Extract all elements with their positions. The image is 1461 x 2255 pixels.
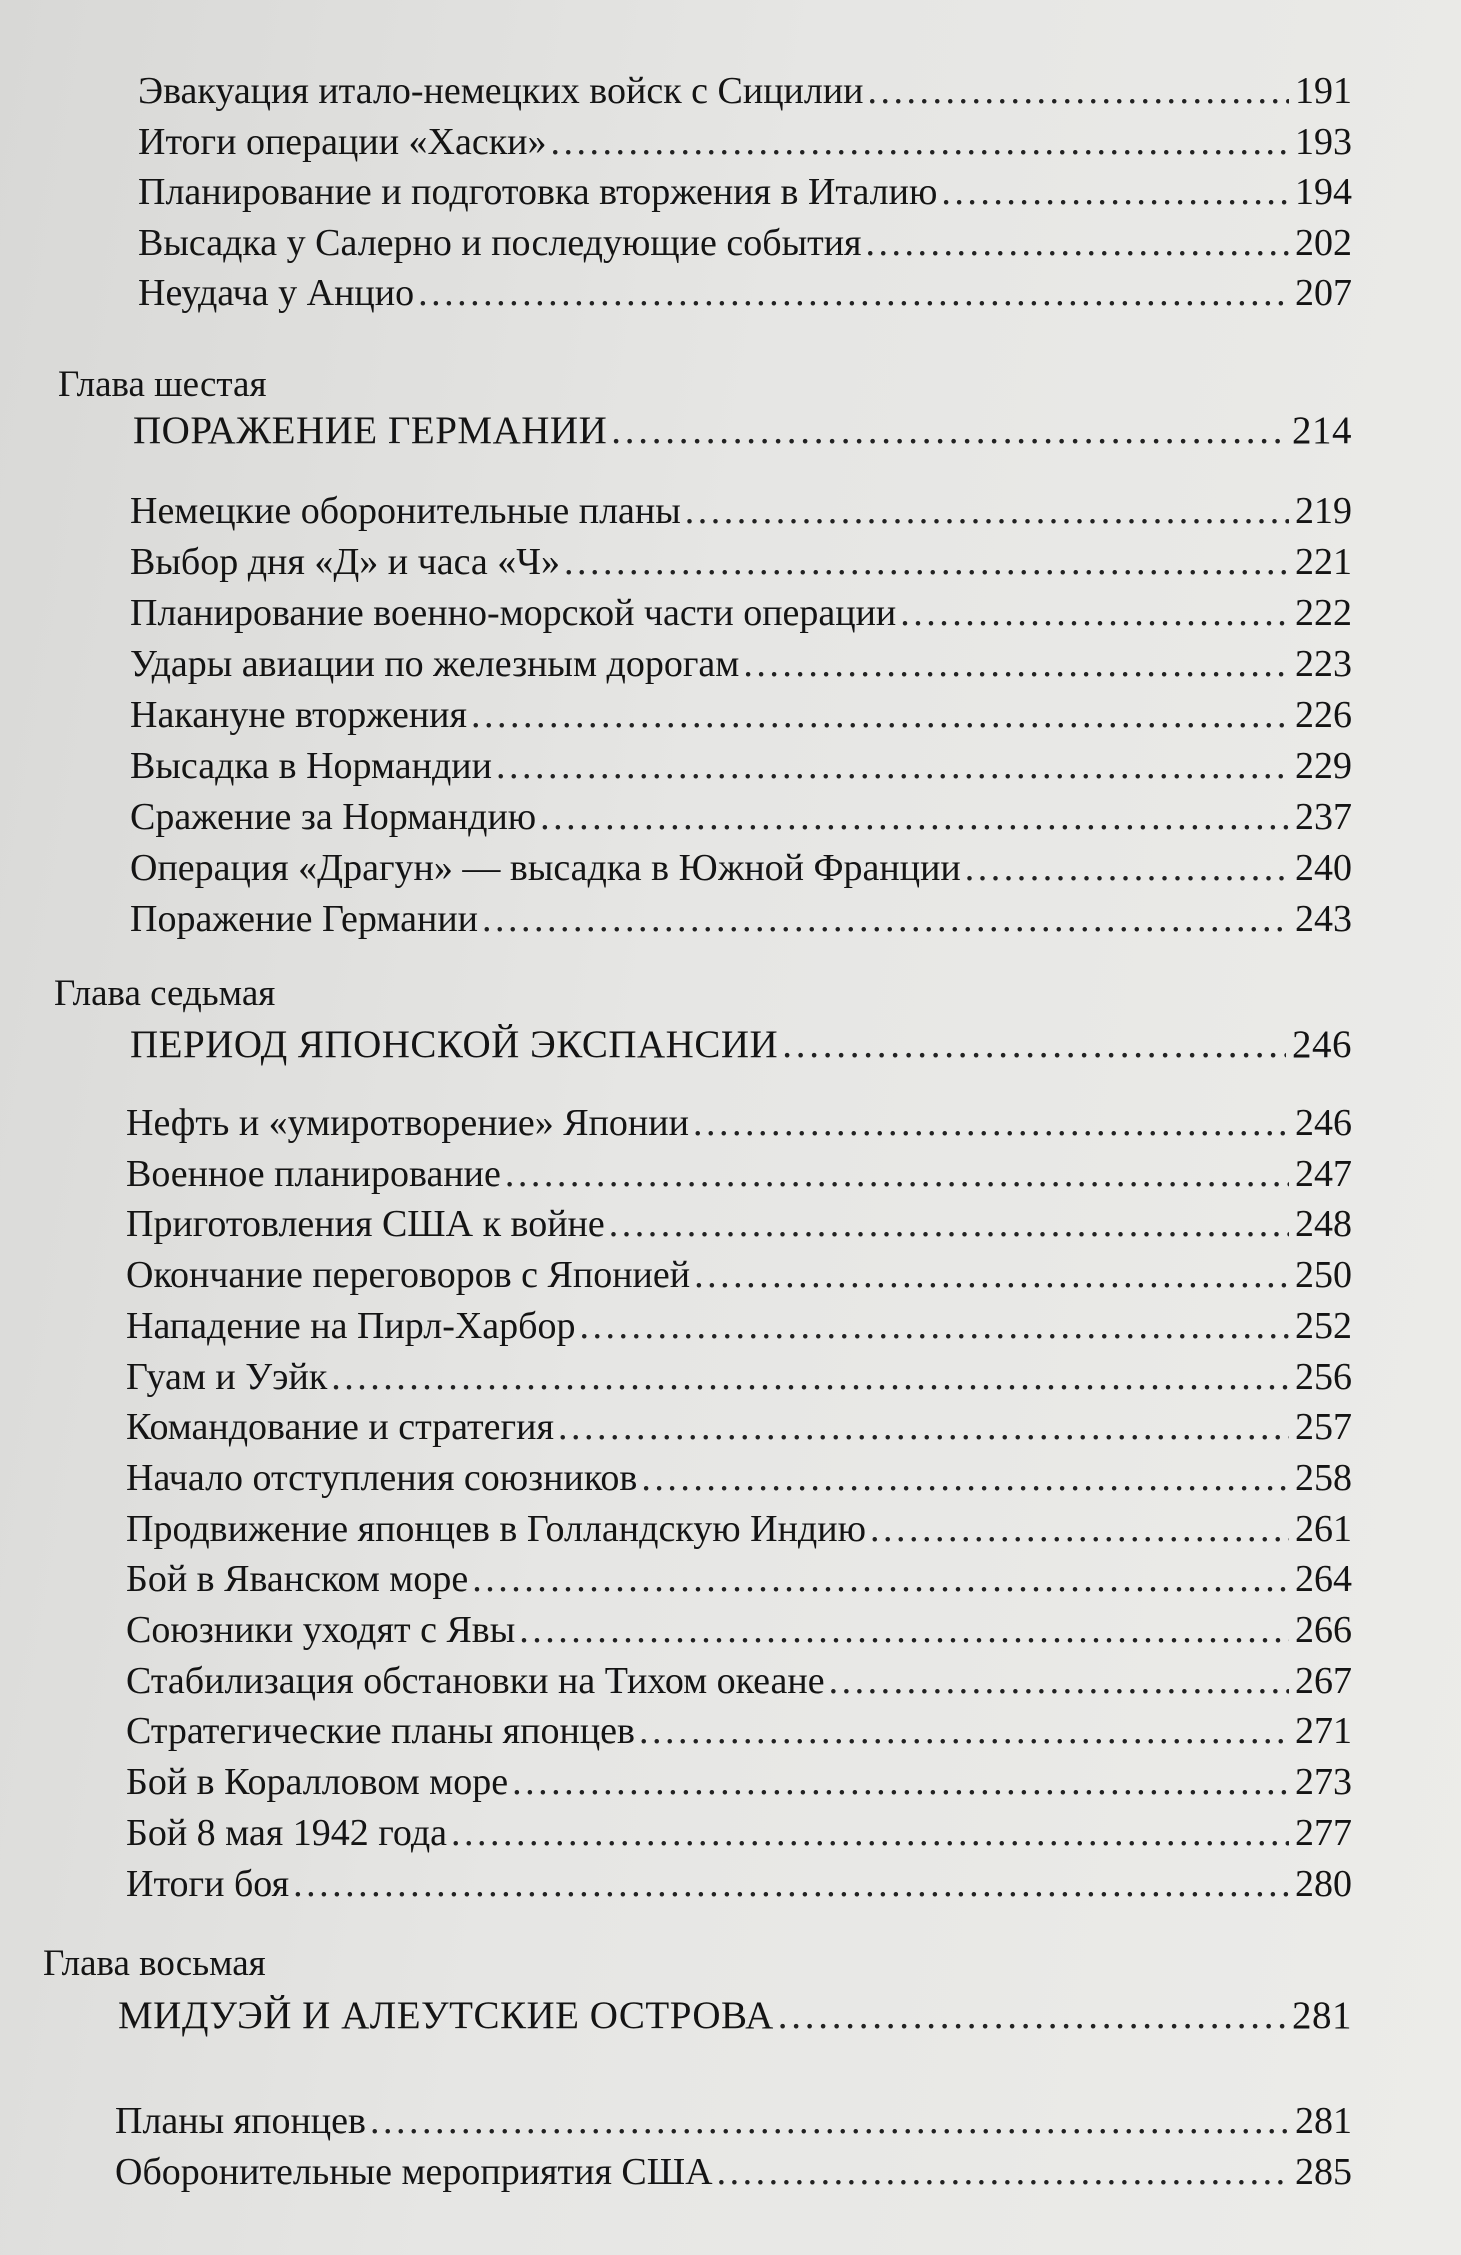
toc-entry: [130, 590, 1352, 636]
toc-entry: [126, 1556, 1352, 1602]
toc-entry-title: Немецкие оборонительные планы: [130, 490, 681, 532]
toc-entry: [115, 2098, 1352, 2144]
toc-entry-title: Сражение за Нормандию: [130, 796, 537, 838]
page-number: 273: [1295, 1761, 1352, 1804]
page-number: 257: [1295, 1406, 1352, 1449]
dot-leader: [685, 488, 1289, 534]
page-number: 258: [1295, 1456, 1352, 1499]
page-number: 229: [1295, 745, 1352, 787]
toc-entry: [126, 1151, 1352, 1197]
dot-leader: [743, 641, 1289, 687]
toc-entry: [126, 1455, 1352, 1501]
dot-leader: [482, 896, 1289, 942]
toc-entry: [130, 845, 1352, 891]
toc-entry: [126, 1658, 1352, 1704]
dot-leader: [293, 1861, 1289, 1907]
dot-leader: [558, 1404, 1289, 1450]
chapter-label: Глава восьмая: [43, 1943, 266, 1984]
toc-entry: [115, 2149, 1352, 2195]
dot-leader: [868, 68, 1289, 114]
toc-entry-title: Высадка у Салерно и последующие события: [138, 221, 862, 264]
page-number: 243: [1295, 898, 1352, 940]
toc-entry: [130, 641, 1352, 687]
page-number: 207: [1295, 272, 1352, 314]
page-number: 267: [1295, 1659, 1352, 1702]
page-number: 247: [1295, 1152, 1352, 1195]
dot-leader: [611, 408, 1286, 454]
dot-leader: [782, 1022, 1286, 1068]
toc-entry-title: Стратегические планы японцев: [126, 1710, 635, 1753]
dot-leader: [564, 539, 1289, 585]
toc-entry-title: Нефть и «умиротворение» Японии: [126, 1102, 689, 1144]
toc-entry: [126, 1252, 1352, 1298]
toc-entry-title: Союзники уходят с Явы: [126, 1609, 516, 1651]
dot-leader: [641, 1455, 1289, 1501]
dot-leader: [609, 1201, 1289, 1247]
page-number: 226: [1295, 694, 1352, 736]
toc-entry-title: Накануне вторжения: [130, 694, 467, 736]
page-number: 281: [1295, 2100, 1352, 2142]
dot-leader: [900, 590, 1289, 636]
dot-leader: [551, 119, 1289, 165]
toc-entry: [138, 119, 1352, 165]
toc-entry: [130, 896, 1352, 942]
dot-leader: [941, 169, 1289, 215]
toc-entry: [138, 270, 1352, 316]
toc-entry-title: Продвижение японцев в Голландскую Индию: [126, 1507, 866, 1550]
page-number: 221: [1295, 541, 1352, 583]
page-number: 222: [1295, 592, 1352, 634]
toc-entry-title: Планирование военно-морской части операции: [130, 592, 897, 634]
page-number: 240: [1295, 847, 1352, 889]
chapter-title: [118, 1993, 1352, 2039]
toc-entry-title: Окончание переговоров с Японией: [126, 1254, 691, 1297]
dot-leader: [512, 1759, 1289, 1805]
toc-entry: [126, 1810, 1352, 1856]
dot-leader: [717, 2149, 1289, 2195]
toc-entry: [126, 1607, 1352, 1653]
page-number: 252: [1295, 1304, 1352, 1347]
toc-entry: [130, 539, 1352, 585]
toc-entry-title: Начало отступления союзников: [126, 1456, 638, 1499]
page-number: 223: [1295, 643, 1352, 685]
dot-leader: [866, 220, 1289, 266]
chapter-title-text: ПЕРИОД ЯПОНСКОЙ ЭКСПАНСИИ: [130, 1023, 779, 1066]
dot-leader: [370, 2098, 1289, 2144]
toc-entry: [130, 794, 1352, 840]
page-number: 246: [1295, 1102, 1352, 1144]
toc-entry-title: Операция «Драгун» — высадка в Южной Франции: [130, 847, 961, 889]
toc-entry-title: Командование и стратегия: [126, 1406, 554, 1449]
toc-entry-title: Бой в Яванском море: [126, 1558, 469, 1601]
toc-entry: [138, 169, 1352, 215]
dot-leader: [451, 1810, 1289, 1856]
toc-entry: [126, 1708, 1352, 1754]
toc-entry-title: Высадка в Нормандии: [130, 745, 492, 787]
toc-entry-title: Гуам и Уэйк: [126, 1355, 328, 1398]
dot-leader: [829, 1658, 1289, 1704]
dot-leader: [472, 1556, 1289, 1602]
toc-entry: [126, 1759, 1352, 1805]
toc-entry: [126, 1100, 1352, 1146]
page-number: 277: [1295, 1811, 1352, 1854]
toc-entry: [126, 1201, 1352, 1247]
toc-entry-title: Приготовления США к войне: [126, 1203, 605, 1246]
dot-leader: [580, 1303, 1290, 1349]
dot-leader: [778, 1993, 1286, 2039]
page-number: 248: [1295, 1203, 1352, 1246]
toc-entry: [126, 1861, 1352, 1907]
page-number: 202: [1295, 221, 1352, 264]
chapter-label: Глава шестая: [58, 364, 267, 405]
page-number: 214: [1292, 409, 1352, 452]
page-number: 261: [1295, 1507, 1352, 1550]
toc-entry-title: Поражение Германии: [130, 898, 478, 940]
toc-entry-title: Бой 8 мая 1942 года: [126, 1811, 448, 1854]
page-number: 271: [1295, 1710, 1352, 1753]
page-number: 256: [1295, 1355, 1352, 1398]
page-number: 250: [1295, 1254, 1352, 1297]
dot-leader: [693, 1100, 1289, 1146]
toc-entry: [130, 692, 1352, 738]
page-number: 194: [1295, 171, 1352, 213]
dot-leader: [418, 270, 1289, 316]
chapter-title-text: ПОРАЖЕНИЕ ГЕРМАНИИ: [133, 409, 608, 452]
toc-entry: [126, 1303, 1352, 1349]
toc-entry-title: Бой в Коралловом море: [126, 1761, 509, 1804]
page-number: 246: [1292, 1023, 1352, 1066]
toc-entry-title: Нападение на Пирл-Харбор: [126, 1304, 576, 1347]
toc-entry: [126, 1506, 1352, 1552]
dot-leader: [965, 845, 1289, 891]
toc-entry: [138, 68, 1352, 114]
page-number: 266: [1295, 1609, 1352, 1651]
toc-entry-title: Итоги боя: [126, 1862, 290, 1905]
dot-leader: [471, 692, 1289, 738]
dot-leader: [639, 1708, 1289, 1754]
dot-leader: [331, 1354, 1289, 1400]
page-number: 219: [1295, 490, 1352, 532]
dot-leader: [694, 1252, 1289, 1298]
toc-entry-title: Планирование и подготовка вторжения в Италию: [138, 171, 938, 213]
dot-leader: [870, 1506, 1289, 1552]
toc-entry-title: Стабилизация обстановки на Тихом океане: [126, 1659, 825, 1702]
toc-entry: [126, 1354, 1352, 1400]
page-number: 281: [1292, 1994, 1352, 2037]
chapter-title: [133, 408, 1352, 454]
dot-leader: [496, 743, 1289, 789]
toc-entry: [130, 488, 1352, 534]
toc-entry-title: Выбор дня «Д» и часа «Ч»: [130, 541, 560, 583]
toc-entry-title: Итоги операции «Хаски»: [138, 120, 547, 163]
page-number: 280: [1295, 1862, 1352, 1905]
dot-leader: [540, 794, 1289, 840]
toc-entry-title: Удары авиации по железным дорогам: [130, 643, 740, 685]
toc-entry-title: Неудача у Анцио: [138, 272, 415, 314]
page-number: 191: [1295, 70, 1352, 112]
toc-entry: [138, 220, 1352, 266]
page-number: 193: [1295, 120, 1352, 163]
toc-entry: [130, 743, 1352, 789]
toc-entry-title: Военное планирование: [126, 1152, 501, 1195]
toc-entry-title: Эвакуация итало-немецких войск с Сицилии: [138, 70, 864, 112]
dot-leader: [519, 1607, 1289, 1653]
dot-leader: [505, 1151, 1289, 1197]
page-number: 237: [1295, 796, 1352, 838]
chapter-label: Глава седьмая: [54, 973, 276, 1014]
toc-entry-title: Планы японцев: [115, 2100, 366, 2142]
chapter-title: [130, 1022, 1352, 1068]
chapter-title-text: МИДУЭЙ И АЛЕУТСКИЕ ОСТРОВА: [118, 1994, 774, 2037]
toc-entry-title: Оборонительные мероприятия США: [115, 2151, 713, 2193]
page-number: 285: [1295, 2151, 1352, 2193]
page-number: 264: [1295, 1558, 1352, 1601]
toc-entry: [126, 1404, 1352, 1450]
